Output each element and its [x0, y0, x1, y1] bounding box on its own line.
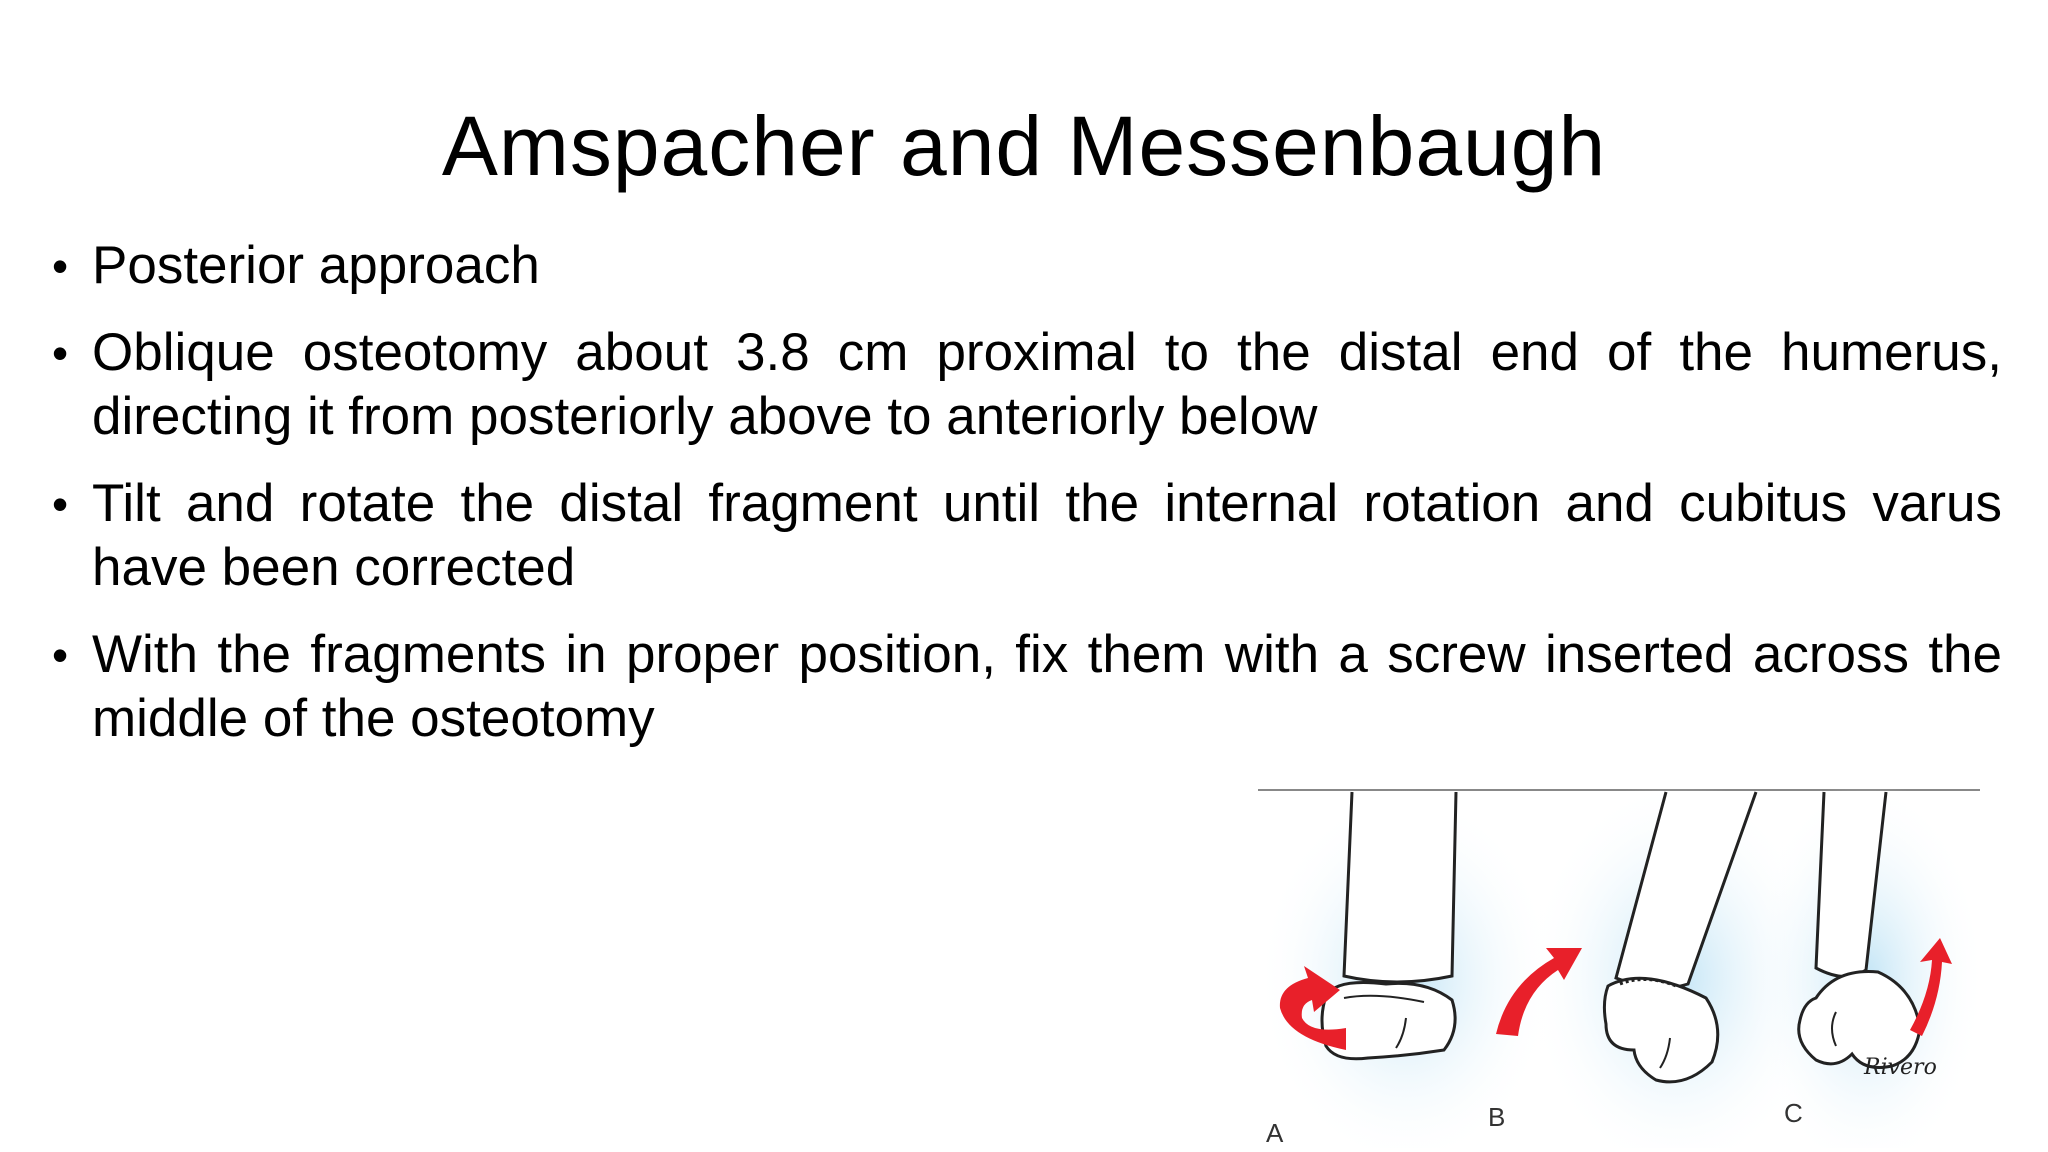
slide-title: Amspacher and Messenbaugh [441, 99, 1607, 193]
bullet-item [52, 623, 2002, 751]
bullet-marker: • [52, 327, 69, 379]
bullet-list [52, 234, 2002, 774]
bullet-item [52, 234, 2002, 298]
figure-label-a: A [1266, 1118, 1284, 1148]
osteotomy-illustration [1256, 788, 1980, 1148]
figure-label-b: B [1488, 1102, 1506, 1132]
bullet-text: Oblique osteotomy about 3.8 cm proximal to the distal end of the humerus, directing it from posteriorly above to anteriorly below [92, 323, 2002, 446]
bullet-text: With the fragments in proper position, fix them with a screw inserted across the middle of the osteotomy [92, 625, 2002, 748]
bullet-item [52, 321, 2002, 449]
bullet-marker: • [52, 629, 69, 681]
bullet-text: Tilt and rotate the distal fragment until the internal rotation and cubitus varus have been corrected [92, 474, 2002, 597]
bullet-item [52, 472, 2002, 600]
figure-label-c: C [1784, 1098, 1803, 1128]
artist-signature: Rivero [1864, 1055, 1937, 1080]
bullet-marker: • [52, 240, 69, 292]
bullet-text: Posterior approach [92, 236, 540, 295]
osteotomy-drawing [1256, 788, 1980, 1148]
bullet-marker: • [52, 478, 69, 530]
